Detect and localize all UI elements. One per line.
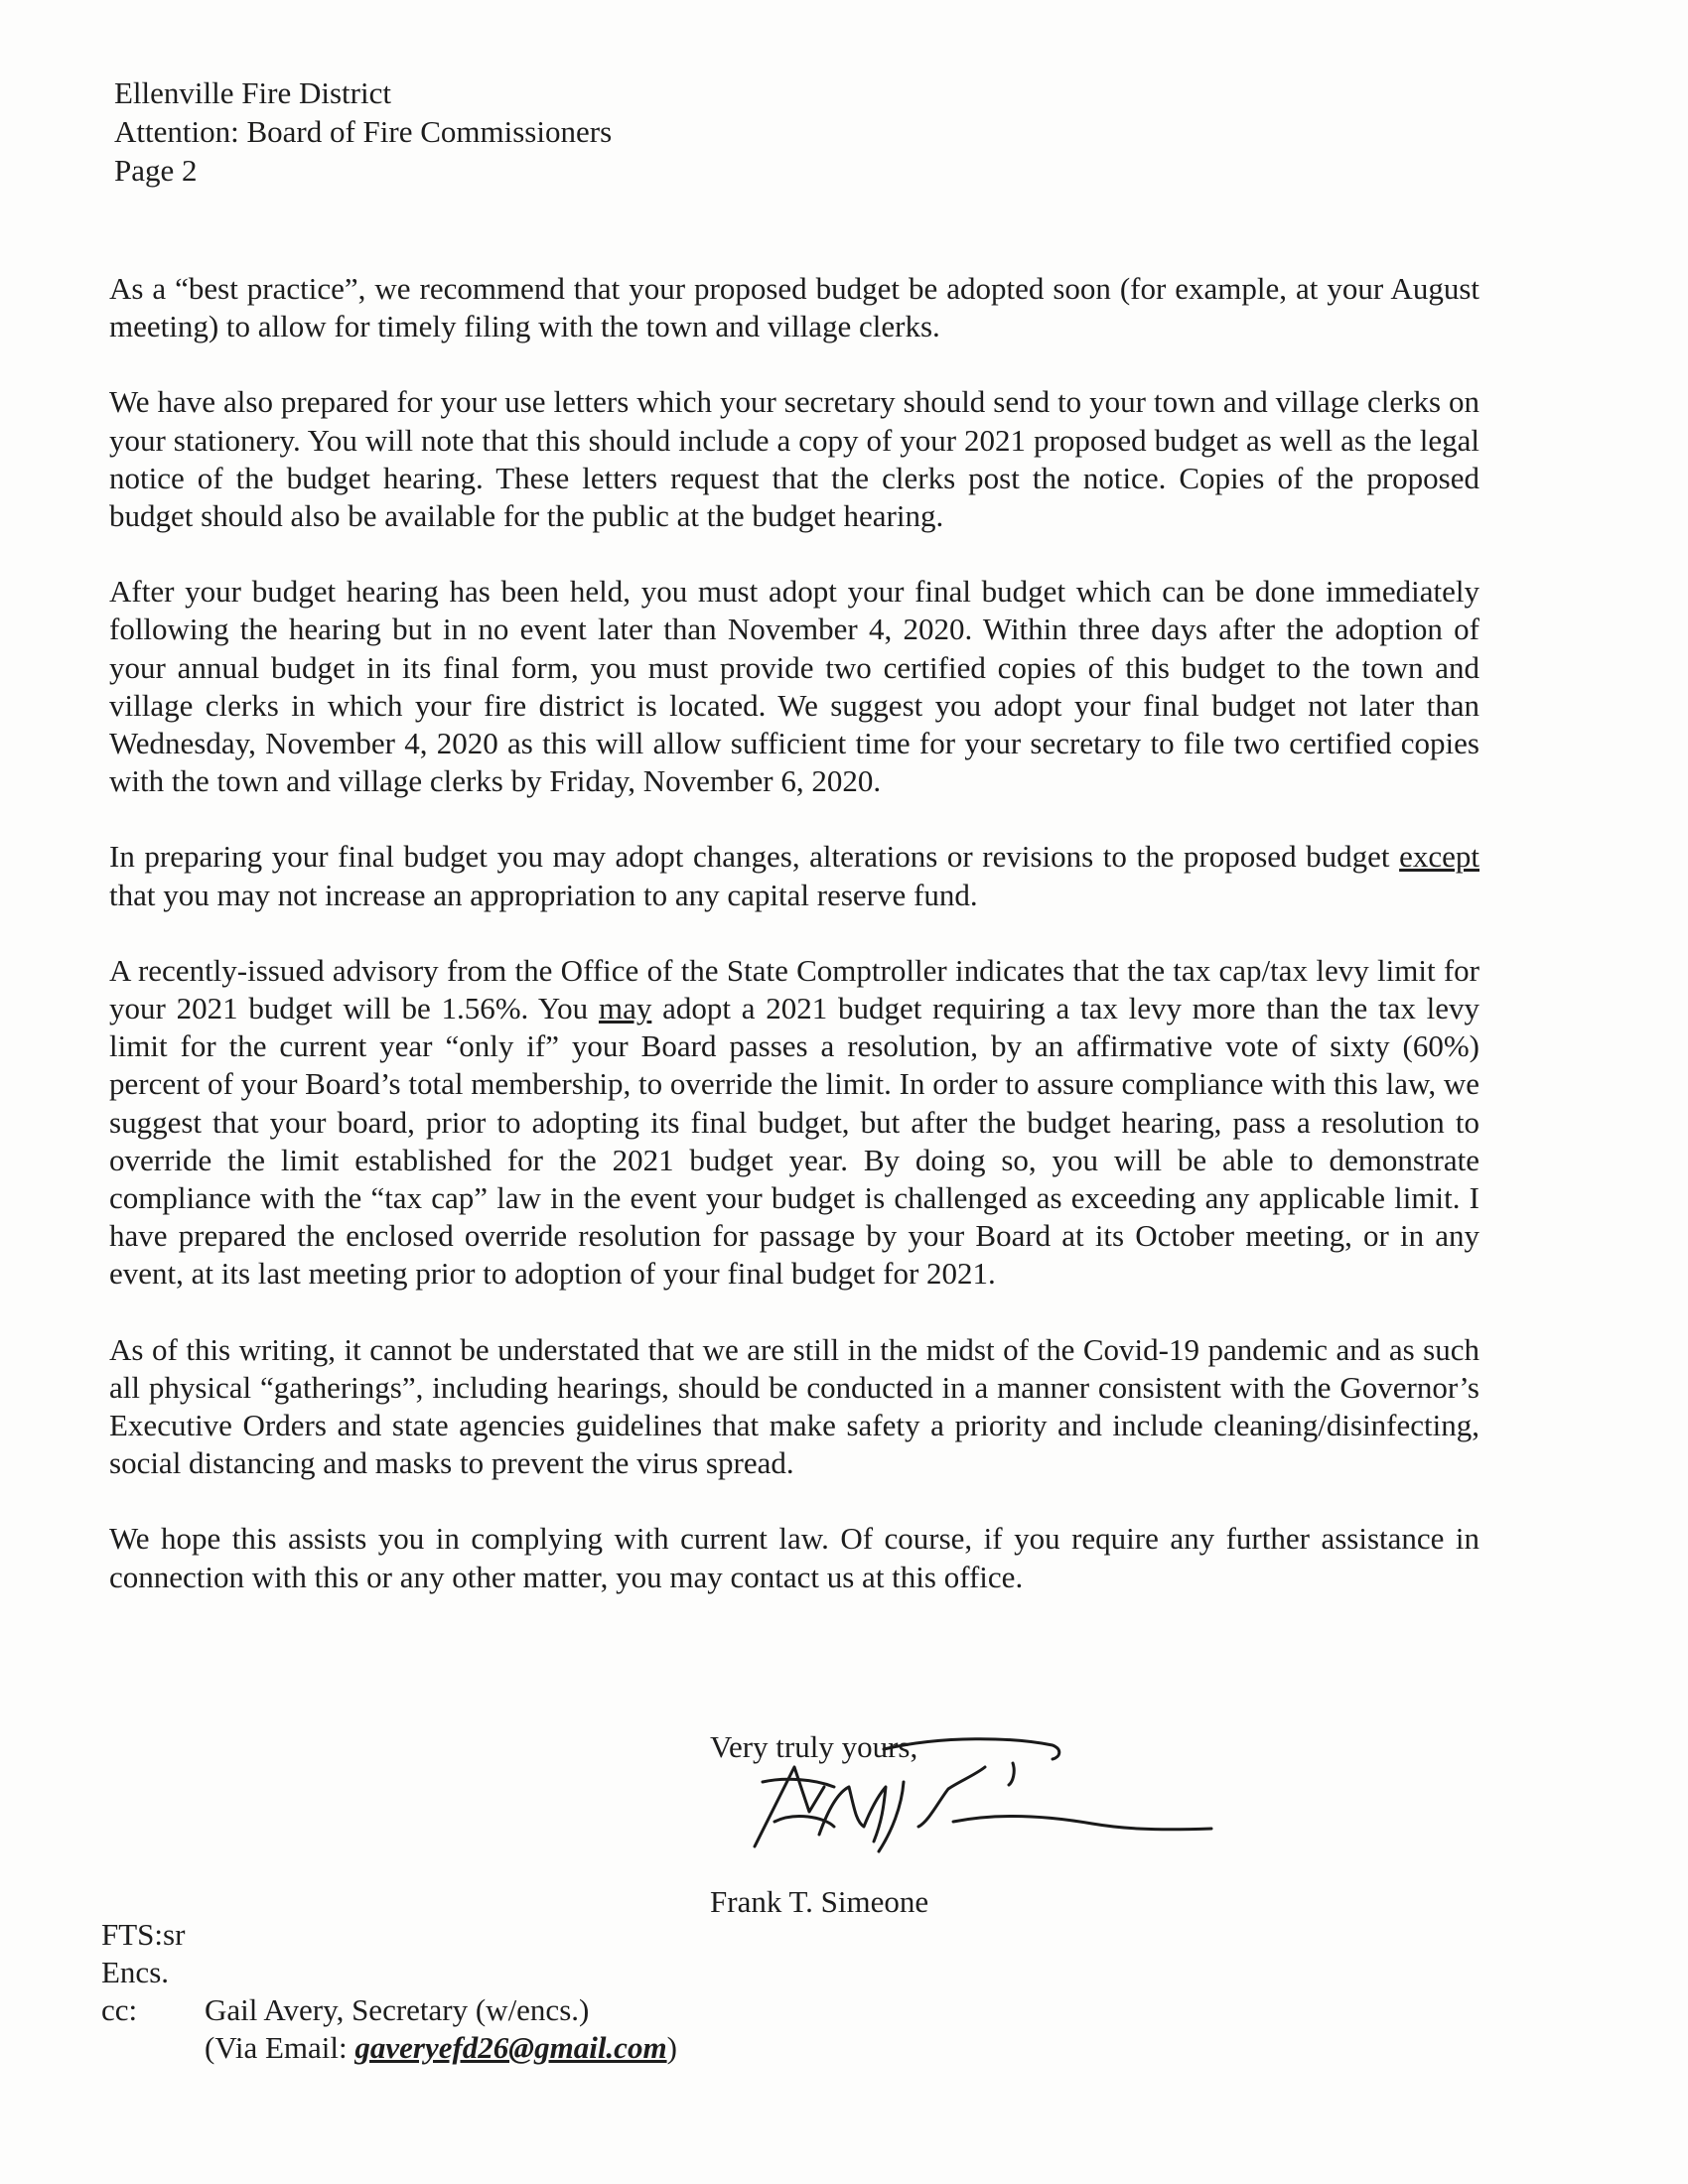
letter-body	[109, 270, 1479, 1634]
cc-label: cc:	[101, 1992, 138, 2027]
letter-footer	[101, 1916, 677, 2067]
cc-email-wrapper	[205, 2029, 677, 2067]
paragraph-tax-cap	[109, 952, 1479, 1294]
recipient-attention: Attention: Board of Fire Commissioners	[114, 114, 613, 149]
paragraph-best-practice: As a “best practice”, we recommend that your proposed budget be adopted soon (for example, at your August meeting) to allow for timely filing with the town and village clerks.	[109, 271, 1479, 344]
cc-line	[101, 1991, 590, 2029]
cc-recipient: Gail Avery, Secretary (w/encs.)	[205, 1992, 590, 2027]
typist-initials: FTS:sr	[101, 1917, 186, 1952]
closing-salutation: Very truly yours,	[710, 1729, 918, 1764]
underlined-except: except	[1399, 839, 1479, 875]
via-email-prefix: (Via Email:	[205, 2030, 355, 2065]
paragraph-clerk-letters: We have also prepared for your use letters which your secretary should send to your town and village clerks on your stationery. You will note that this should include a copy of your 2021 proposed budget as well as the legal notice of the budget hearing. These letters request that the clerks post the notice. Copies of the proposed budget should also be available for the public at the budget hearing.	[109, 384, 1479, 534]
handwritten-signature	[715, 1727, 1231, 1876]
paragraph-final-budget-adoption: After your budget hearing has been held, you must adopt your final budget which can be done immediately following the hearing but in no event later than November 4, 2020. Within three days after the adoption of your annual budget in its final form, you must provide two certified copies of this budget to the town and village clerks in which your fire district is located. We suggest you adopt your final budget not later than Wednesday, November 4, 2020 as this will allow sufficient time for your secretary to file two certified copies with the town and village clerks by Friday, November 6, 2020.	[109, 574, 1479, 799]
paragraph-closing-remarks: We hope this assists you in complying with current law. Of course, if you require any further assistance in connection with this or any other matter, you may contact us at this office.	[109, 1521, 1479, 1594]
enclosures-note: Encs.	[101, 1955, 170, 1989]
paragraph-tax-cap-part2: adopt a 2021 budget requiring a tax levy more than the tax levy limit for the current year “only if” your Board passes a resolution, by an affirmative vote of sixty (60%) percent of your Board’s total membership, to override the limit. In order to assure compliance with this law, we suggest that your board, prior to adopting its final budget, but after the budget hearing, pass a resolution to override the limit established for the 2021 budget year. By doing so, you will be able to demonstrate compliance with the “tax cap” law in the event your budget is challenged as exceeding any applicable limit. I have prepared the enclosed override resolution for passage by your Board at its October meeting, or in any event, at its last meeting prior to adoption of your final budget for 2021.	[109, 991, 1480, 1292]
signer-name: Frank T. Simeone	[710, 1884, 929, 1919]
cc-email-line	[101, 2029, 677, 2067]
via-email-suffix: )	[666, 2030, 677, 2065]
email-link[interactable]: gaveryefd26@gmail.com	[354, 2030, 667, 2065]
paragraph-budget-revisions	[109, 838, 1479, 913]
letter-header	[114, 73, 612, 190]
paragraph-budget-revisions-part2: that you may not increase an appropriation to any capital reserve fund.	[109, 877, 978, 912]
paragraph-budget-revisions-part1: In preparing your final budget you may adopt changes, alterations or revisions to the proposed budget	[109, 839, 1400, 875]
paragraph-covid: As of this writing, it cannot be understated that we are still in the midst of the Covid-19 pandemic and as such all physical “gatherings”, including hearings, should be conducted in a manner consistent with the Governor’s Executive Orders and state agencies guidelines that make safety a priority and include cleaning/disinfecting, social distancing and masks to prevent the virus spread.	[109, 1331, 1479, 1481]
underlined-may: may	[598, 991, 652, 1026]
paragraph-tax-cap-part1: A recently-issued advisory from the Office of the State Comptroller indicates that the tax cap/tax levy limit for your 2021 budget will be 1.56%. You	[109, 952, 1479, 1026]
page-number: Page 2	[114, 153, 198, 188]
recipient-organization: Ellenville Fire District	[114, 75, 391, 110]
